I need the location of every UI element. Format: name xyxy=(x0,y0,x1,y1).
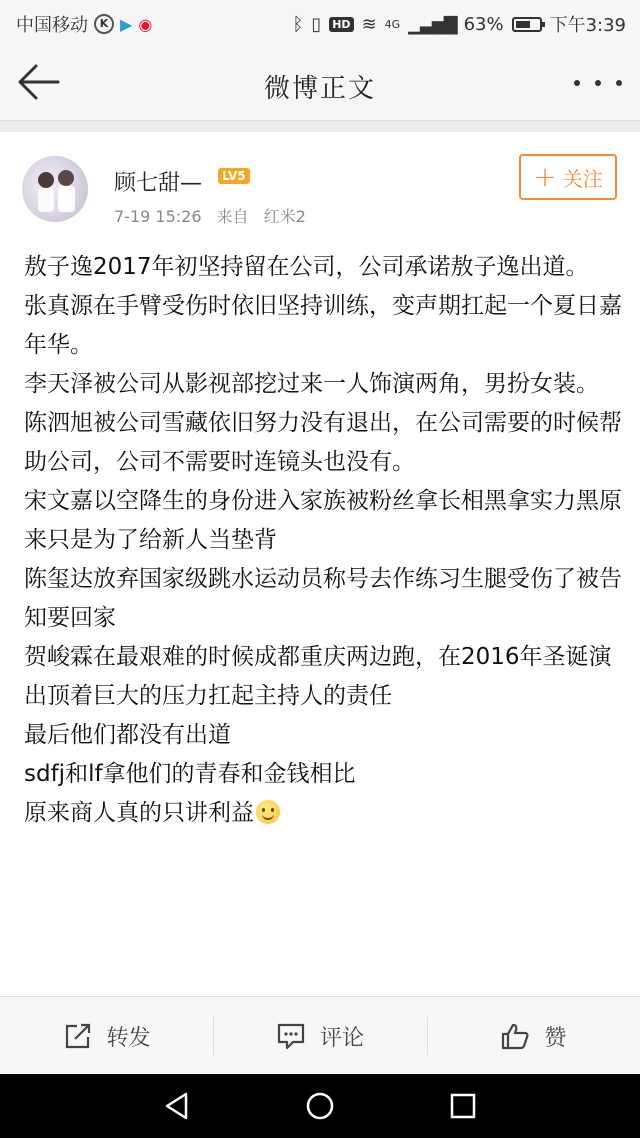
k-app-icon: K xyxy=(94,14,114,34)
nav-back-icon[interactable] xyxy=(162,1091,192,1121)
signal-icon: ▁▃▅▇ xyxy=(408,13,456,35)
author-name[interactable]: 顾七甜— xyxy=(114,171,203,196)
network-label: 4G xyxy=(384,17,401,31)
more-dot xyxy=(595,80,601,86)
post-line-last xyxy=(24,794,624,833)
post-line: 原来商人真的只讲利益 xyxy=(24,800,254,826)
status-bar xyxy=(0,0,640,46)
time-label: 下午3:39 xyxy=(549,15,626,36)
source-prefix: 来自 xyxy=(216,207,249,226)
comment-label: 评论 xyxy=(319,1025,364,1051)
level-badge: LV5 xyxy=(218,168,250,184)
post-body xyxy=(24,248,624,833)
post-meta xyxy=(114,204,316,227)
wifi-icon: ≋ xyxy=(361,13,377,35)
battery-icon xyxy=(512,17,542,32)
more-dot xyxy=(616,80,622,86)
post-line: sdfj和lf拿他们的青春和金钱相比 xyxy=(24,761,356,787)
post-line: 贺峻霖在最艰难的时候成都重庆两边跑，在2016年圣诞演出顶着巨大的压力扛起主持人的责任 xyxy=(24,644,612,709)
thumbs-up-icon xyxy=(500,1021,530,1051)
system-nav-bar xyxy=(0,1074,640,1138)
battery-percent: 63% xyxy=(463,13,504,35)
like-label: 赞 xyxy=(544,1025,567,1051)
bluetooth-icon: ᛒ xyxy=(292,13,304,35)
carrier-label: 中国移动 xyxy=(16,15,88,36)
battery-fill xyxy=(516,21,530,28)
post-line: 陈泗旭被公司雪藏依旧努力没有退出，在公司需要的时候帮助公司，公司不需要时连镜头也没有。 xyxy=(24,410,622,475)
post-line: 宋文嘉以空降生的身份进入家族被粉丝拿长相黑拿实力黑原来只是为了给新人当垫背 xyxy=(24,488,622,553)
repost-label: 转发 xyxy=(106,1025,151,1051)
post-line: 张真源在手臂受伤时依旧坚持训练，变声期扛起一个夏日嘉年华。 xyxy=(24,293,622,358)
page-title: 微博正文 xyxy=(263,74,376,104)
weibo-app-icon: ◉ xyxy=(138,14,153,34)
plus-icon: + xyxy=(533,160,557,193)
post-card xyxy=(0,132,640,996)
vibrate-icon: ▯ xyxy=(311,13,322,35)
more-dots-icon xyxy=(574,80,580,86)
follow-button[interactable] xyxy=(519,154,617,200)
post-line: 陈玺达放弃国家级跳水运动员称号去作练习生腿受伤了被告知要回家 xyxy=(24,566,622,631)
post-line: 敖子逸2017年初坚持留在公司，公司承诺敖子逸出道。 xyxy=(24,254,589,280)
play-app-icon: ▶ xyxy=(120,14,133,34)
comment-icon xyxy=(276,1021,306,1051)
smile-emoji-icon xyxy=(256,800,280,824)
hd-icon: HD xyxy=(329,17,353,32)
post-line: 李天泽被公司从影视部挖过来一人饰演两角，男扮女装。 xyxy=(24,371,599,397)
action-bar xyxy=(0,996,640,1075)
more-button[interactable] xyxy=(574,76,622,90)
avatar[interactable] xyxy=(22,156,88,222)
like-button[interactable] xyxy=(427,997,640,1075)
header-bar xyxy=(0,46,640,121)
post-date: 7-19 15:26 xyxy=(114,207,202,226)
post-line: 最后他们都没有出道 xyxy=(24,722,231,748)
comment-button[interactable] xyxy=(213,997,426,1075)
avatar-image xyxy=(22,156,88,222)
repost-icon xyxy=(63,1021,93,1051)
nav-recents-icon[interactable] xyxy=(448,1091,478,1121)
post-source: 红米2 xyxy=(263,207,306,226)
repost-button[interactable] xyxy=(0,997,213,1075)
nav-home-icon[interactable] xyxy=(305,1091,335,1121)
follow-label: 关注 xyxy=(562,166,603,191)
